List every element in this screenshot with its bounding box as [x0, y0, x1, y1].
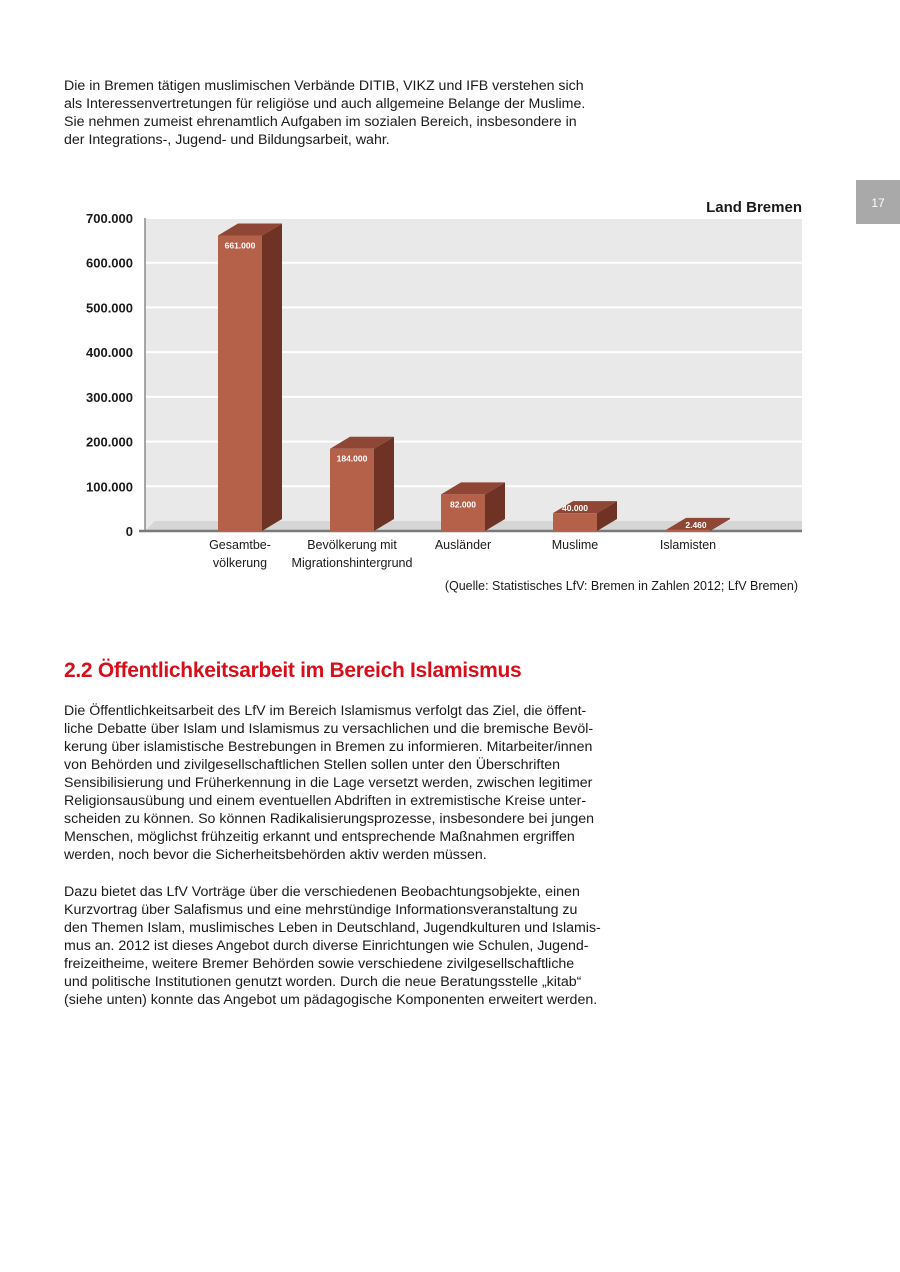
y-tick-label: 500.000 — [86, 300, 133, 316]
data-label: 82.000 — [450, 499, 476, 510]
chart-title: Land Bremen — [706, 199, 802, 216]
category-label: Bevölkerung mit Migrationshintergrund — [291, 538, 413, 570]
y-tick-label: 700.000 — [86, 211, 133, 226]
intro-paragraph: Die in Bremen tätigen muslimischen Verbände DITIB, VIKZ und IFB verstehen sich als Interessenvertretungen für religiöse und auch allgemeine Belange der Muslime. Sie nehmen zumeist ehrenamtlich Aufgaben im sozialen Bereich, insbesondere in der Integrations-, Jugend- und Bildungsarbeit, wahr. — [64, 78, 586, 148]
data-label: 184.000 — [336, 453, 368, 464]
bar — [553, 513, 597, 531]
page-number-tab — [856, 180, 900, 224]
category-label: Ausländer — [434, 538, 492, 552]
y-tick-label: 0 — [125, 524, 133, 539]
bar-side — [374, 437, 394, 531]
population-chart — [60, 190, 820, 610]
y-tick-label: 100.000 — [86, 479, 133, 495]
y-tick-label: 300.000 — [86, 389, 133, 405]
data-label: 661.000 — [224, 240, 256, 251]
page-number: 17 — [871, 196, 885, 210]
y-tick-label: 600.000 — [86, 255, 133, 271]
data-label: 2.460 — [685, 519, 707, 530]
body-paragraph-1: Die Öffentlichkeitsarbeit des LfV im Bereich Islamismus verfolgt das Ziel, die öffent- liche Debatte über Islam und Islamismus zu versachlichen und die bremische Bevöl- kerung über islamistische Bestrebungen in Bremen zu informieren. Mitarbeiter/innen von Behörden und zivilgesellschaftlichen Stellen sollen unter den Überschriften Sensibilisierung und Früherkennung in die Lage versetzt werden, zwischen legitimer Religionsausübung und einem eventuellen Abdriften in extremistische Kreise unter- scheiden zu können. So können Radikalisierungsprozesse, insbesondere bei jungen Menschen, möglichst frühzeitig erkannt und entsprechende Maßnahmen ergriffen werden, noch bevor die Sicherheitsbehörden aktiv werden müssen. — [64, 703, 595, 863]
bar-side — [262, 223, 282, 531]
category-label: Islamisten — [659, 538, 717, 552]
bar — [666, 530, 710, 531]
y-tick-label: 400.000 — [86, 345, 133, 361]
bar — [218, 235, 262, 531]
section-heading: 2.2 Öffentlichkeitsarbeit im Bereich Islamismus — [64, 659, 522, 682]
category-label: Gesamtbe-völkerung — [209, 538, 271, 570]
chart-canvas — [60, 190, 820, 610]
chart-source: (Quelle: Statistisches LfV: Bremen in Zahlen 2012; LfV Bremen) — [444, 579, 798, 593]
data-label: 40.000 — [562, 503, 588, 514]
body-paragraph-2: Dazu bietet das LfV Vorträge über die verschiedenen Beobachtungsobjekte, einen Kurzvortrag über Salafismus und eine mehrstündige Informationsveranstaltung zu den Themen Islam, muslimisches Leben in Deutschland, Jugendkulturen und Islamis- mus an. 2012 ist dieses Angebot durch diverse Einrichtungen wie Schulen, Jugend- freizeitheime, weitere Bremer Behörden sowie verschiedene zivilgesellschaftliche und politische Institutionen genutzt worden. Durch die neue Beratungsstelle „kitab“ (siehe unten) konnte das Angebot um pädagogische Komponenten erweitert werden. — [64, 884, 601, 1008]
category-label: Muslime — [551, 538, 599, 552]
y-tick-label: 200.000 — [86, 434, 133, 450]
